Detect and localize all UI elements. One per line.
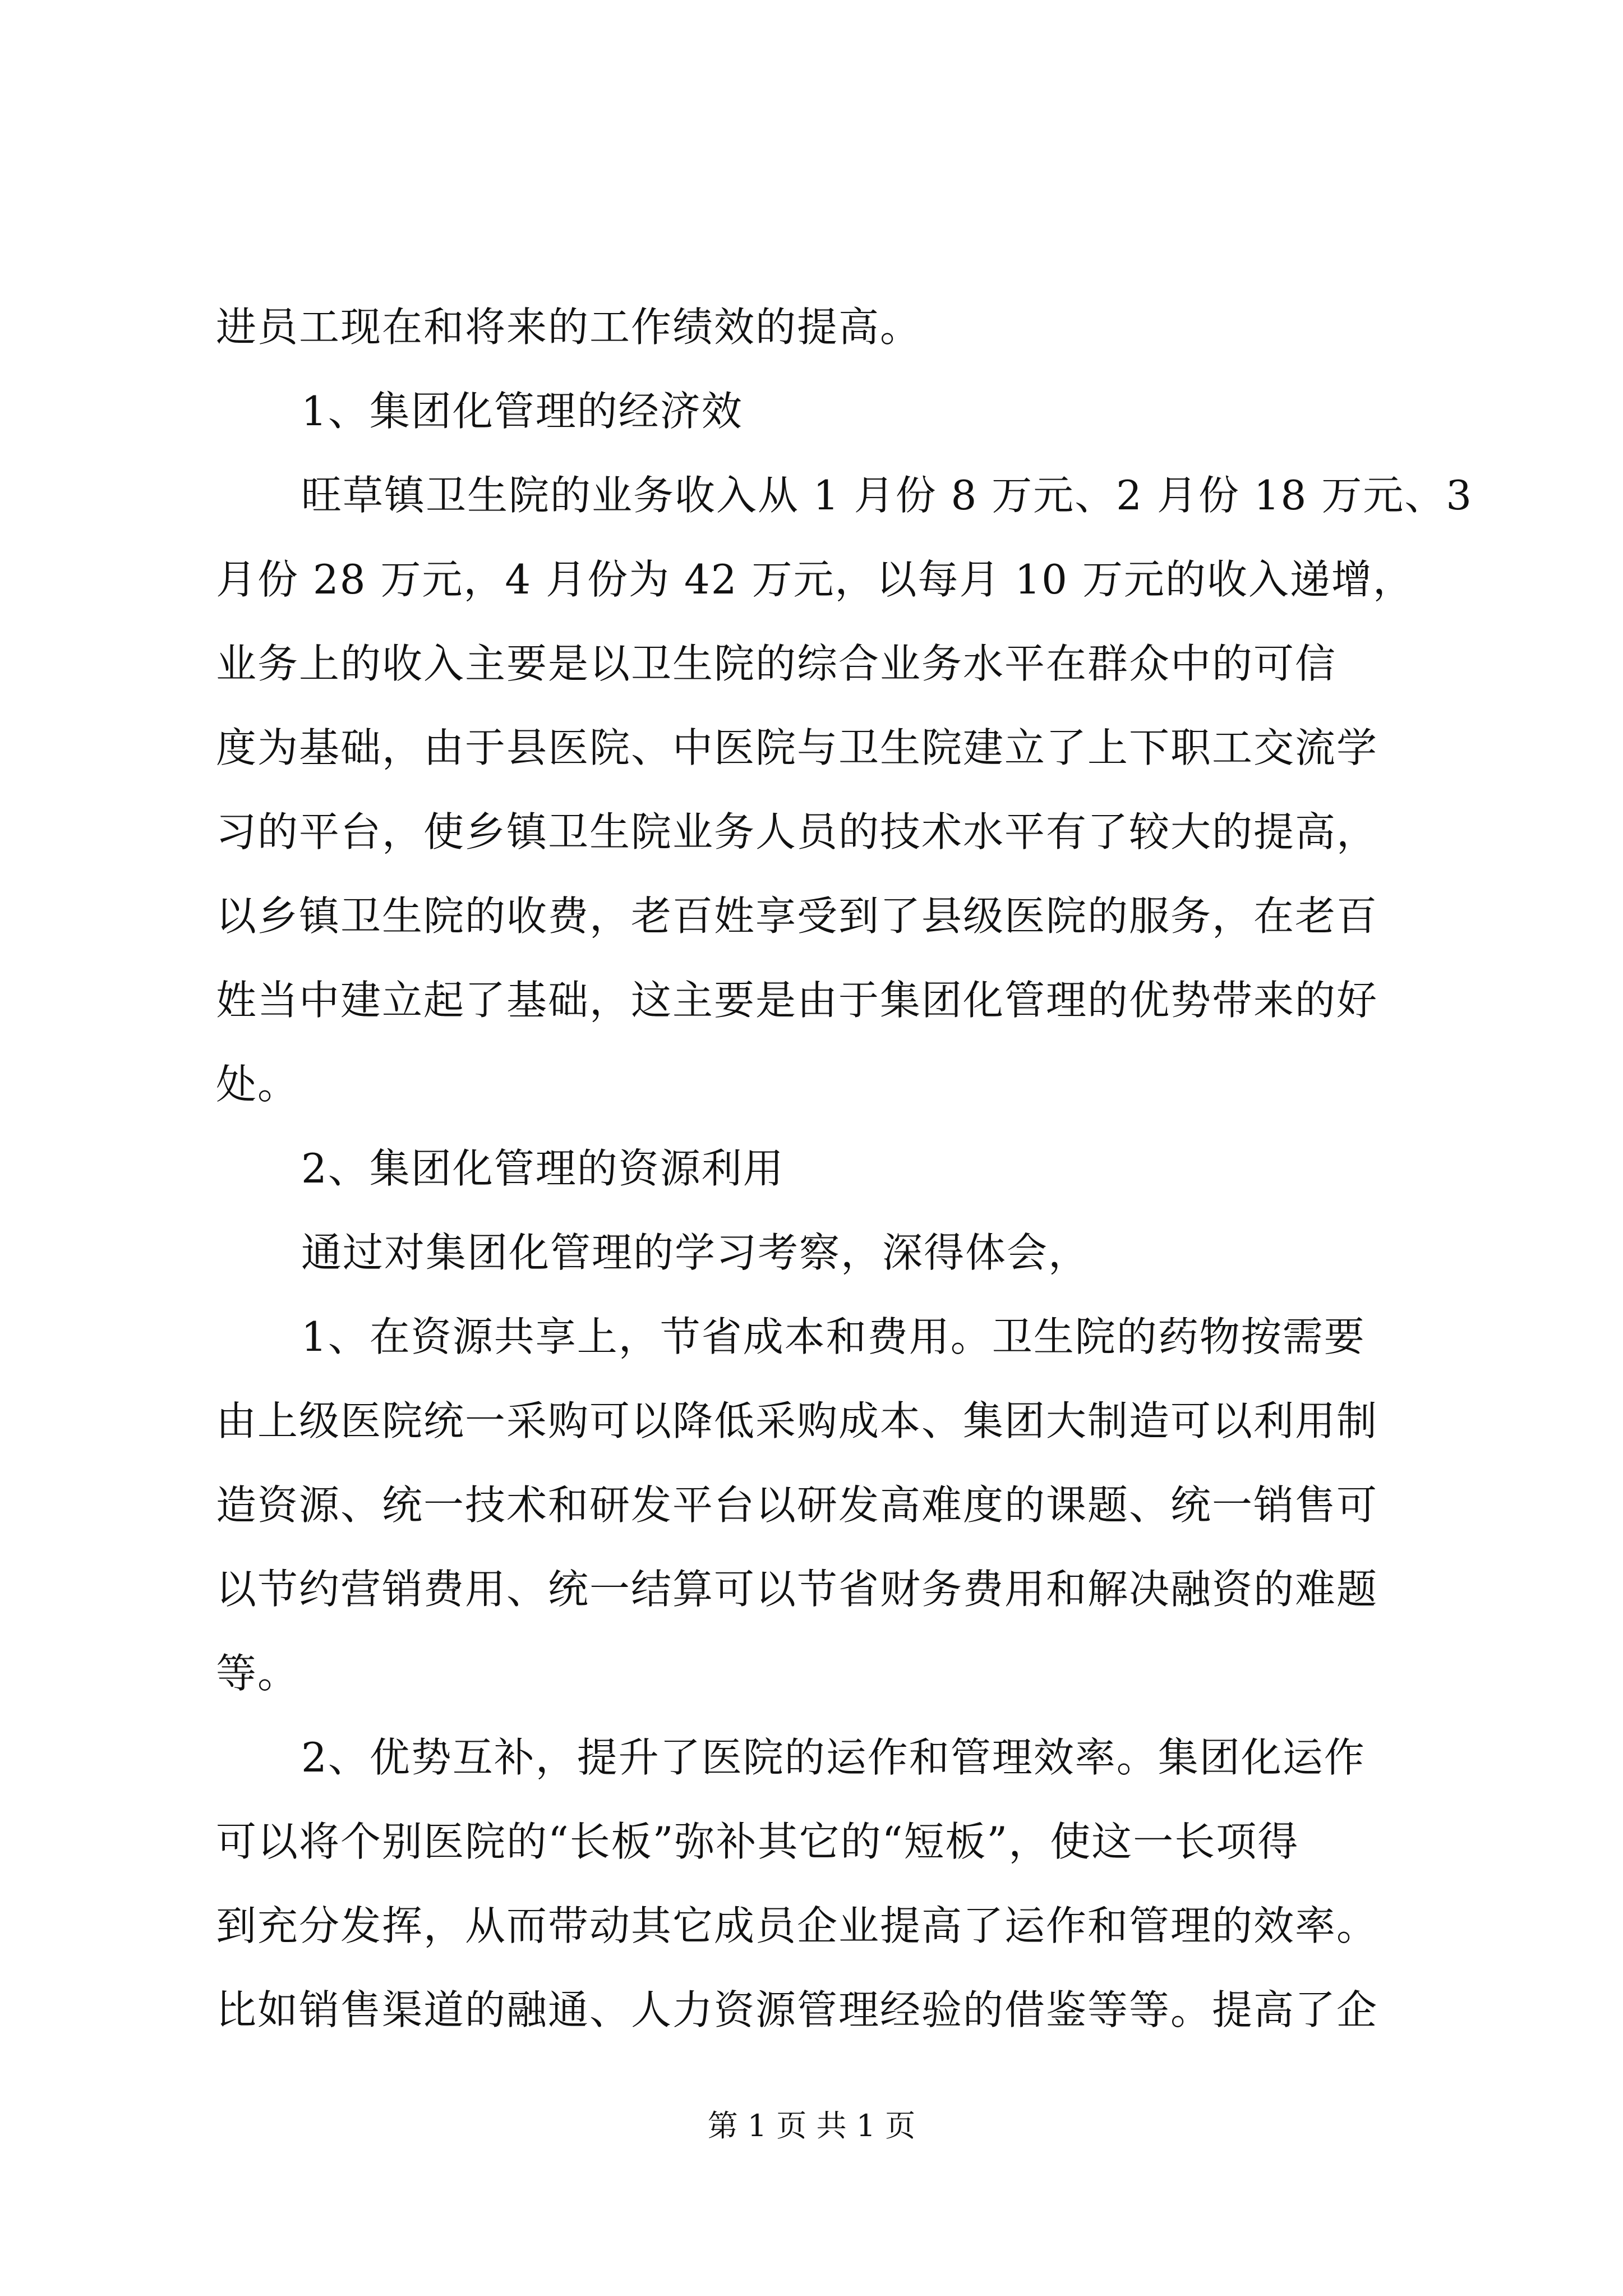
- text-line: 到充分发挥，从而带动其它成员企业提高了运作和管理的效率。: [216, 1902, 1378, 1949]
- text-line: 1、在资源共享上，节省成本和费用。卫生院的药物按需要: [301, 1313, 1366, 1360]
- text-line: 2、优势互补，提升了医院的运作和管理效率。集团化运作: [301, 1734, 1366, 1781]
- text-line: 造资源、统一技术和研发平台以研发高难度的课题、统一销售可: [216, 1481, 1378, 1529]
- text-line: 习的平台，使乡镇卫生院业务人员的技术水平有了较大的提高，: [216, 808, 1378, 855]
- text-line: 业务上的收入主要是以卫生院的综合业务水平在群众中的可信: [216, 640, 1337, 687]
- text-line: 以乡镇卫生院的收费，老百姓享受到了县级医院的服务，在老百: [216, 892, 1378, 940]
- text-line: 比如销售渠道的融通、人力资源管理经验的借鉴等等。提高了企: [216, 1986, 1378, 2033]
- text-line: 以节约营销费用、统一结算可以节省财务费用和解决融资的难题: [216, 1566, 1378, 1613]
- text-line: 月份 28 万元，4 月份为 42 万元，以每月 10 万元的收入递增，: [216, 556, 1414, 603]
- text-line: 通过对集团化管理的学习考察，深得体会，: [301, 1229, 1090, 1276]
- text-line: 处。: [216, 1061, 299, 1108]
- section-heading: 2、集团化管理的资源利用: [301, 1145, 785, 1192]
- text-line: 由上级医院统一采购可以降低采购成本、集团大制造可以利用制: [216, 1397, 1378, 1444]
- text-line: 度为基础，由于县医院、中医院与卫生院建立了上下职工交流学: [216, 724, 1378, 771]
- text-line: 旺草镇卫生院的业务收入从 1 月份 8 万元、2 月份 18 万元、3: [301, 472, 1473, 519]
- text-line: 可以将个别医院的“长板”弥补其它的“短板”，使这一长项得: [216, 1818, 1299, 1865]
- page-footer: 第 1 页 共 1 页: [707, 2108, 916, 2143]
- text-line: 进员工现在和将来的工作绩效的提高。: [216, 303, 922, 351]
- text-line: 等。: [216, 1650, 299, 1697]
- text-line: 姓当中建立起了基础，这主要是由于集团化管理的优势带来的好: [216, 977, 1378, 1024]
- section-heading: 1、集团化管理的经济效: [301, 388, 743, 435]
